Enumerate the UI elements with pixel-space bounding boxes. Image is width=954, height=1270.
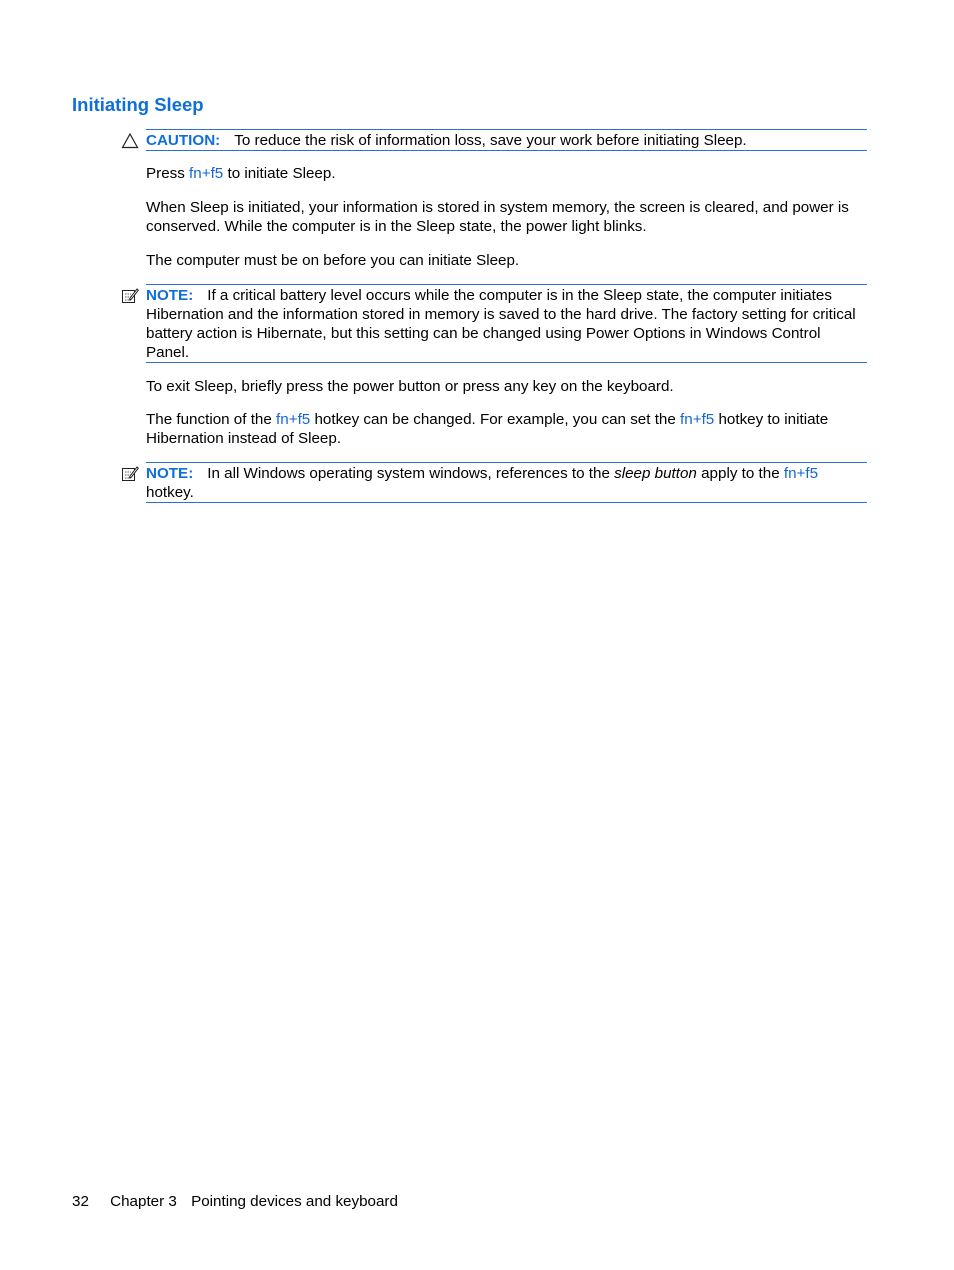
fn-f5-link[interactable]: fn+f5	[276, 411, 311, 428]
note2-mid: apply to the	[696, 465, 784, 482]
paragraph-exit-sleep: To exit Sleep, briefly press the power button or press any key on the keyboard.	[146, 378, 674, 395]
note-box	[146, 462, 867, 503]
para5-post: hotkey to initiate Hibernation instead of Sleep.	[146, 411, 829, 447]
para1-post: to initiate Sleep.	[223, 165, 336, 182]
fn-f5-link[interactable]: fn+f5	[189, 165, 224, 182]
fn-f5-link[interactable]: fn+f5	[680, 411, 715, 428]
para1-pre: Press	[146, 165, 190, 182]
chapter-label: Chapter 3	[110, 1193, 177, 1210]
paragraph-press	[146, 164, 868, 183]
para5-pre: The function of the	[146, 411, 277, 428]
note2-post: hotkey.	[146, 484, 194, 501]
note-box	[146, 284, 867, 363]
page-number: 32	[72, 1193, 89, 1210]
caution-text: To reduce the risk of information loss, save your work before initiating Sleep.	[234, 132, 747, 149]
caution-box	[146, 129, 867, 151]
caution-label: CAUTION:	[146, 132, 221, 149]
note-pencil-icon	[121, 287, 139, 305]
note-label: NOTE:	[146, 465, 194, 482]
note-pencil-icon	[121, 465, 139, 483]
fn-f5-link[interactable]: fn+f5	[783, 465, 819, 482]
paragraph-hotkey-function	[146, 410, 868, 448]
paragraph-must-be-on: The computer must be on before you can initiate Sleep.	[146, 252, 520, 269]
page-footer	[72, 1192, 398, 1211]
section-heading: Initiating Sleep	[72, 94, 204, 115]
note-text: If a critical battery level occurs while the computer is in the Sleep state, the computer initiates Hibernation and the information stored in memory is saved to the hard drive. The factory setting for critical battery action is Hibernate, but this setting can be changed using Power Options in Windows Control Panel.	[146, 287, 856, 361]
chapter-title: Pointing devices and keyboard	[191, 1193, 398, 1210]
note-label: NOTE:	[146, 287, 194, 304]
paragraph-sleep-initiated: When Sleep is initiated, your information is stored in system memory, the screen is cleared, and power is conserved. While the computer is in the Sleep state, the power light blinks.	[146, 199, 849, 235]
sleep-button-term: sleep button	[614, 465, 697, 482]
para5-mid: hotkey can be changed. For example, you can set the	[310, 411, 681, 428]
note2-pre: In all Windows operating system windows, references to the	[207, 465, 615, 482]
warning-triangle-icon	[121, 132, 139, 150]
